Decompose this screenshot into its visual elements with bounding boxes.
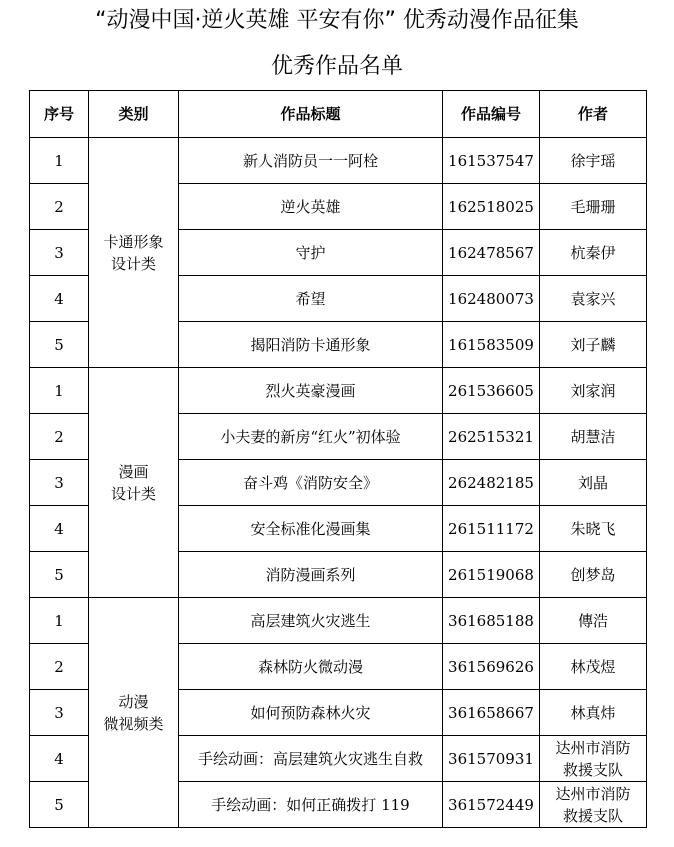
cell-code: 262515321 xyxy=(443,414,540,460)
author-line: 傳浩 xyxy=(577,611,608,630)
cell-title: 消防漫画系列 xyxy=(179,552,443,598)
category-line: 设计类 xyxy=(110,254,156,273)
cell-title: 奋斗鸡《消防安全》 xyxy=(179,460,443,506)
page-title: “动漫中国·逆火英雄 平安有你” 优秀动漫作品征集 xyxy=(95,8,579,33)
cell-title: 烈火英豪漫画 xyxy=(179,368,443,414)
cell-title: 手绘动画：高层建筑火灾逃生自救 xyxy=(179,736,443,782)
cell-index: 3 xyxy=(30,230,89,276)
cell-index: 3 xyxy=(30,690,89,736)
cell-code: 162478567 xyxy=(443,230,540,276)
cell-index: 5 xyxy=(30,322,89,368)
author-line: 达州市消防 xyxy=(555,784,631,803)
cell-title: 新人消防员一一阿栓 xyxy=(179,138,443,184)
cell-code: 161537547 xyxy=(443,138,540,184)
cell-title: 森林防火微动漫 xyxy=(179,644,443,690)
header-author: 作者 xyxy=(540,91,647,138)
cell-code: 162518025 xyxy=(443,184,540,230)
author-line: 林真炜 xyxy=(570,703,616,722)
cell-code: 361569626 xyxy=(443,644,540,690)
cell-title: 小夫妻的新房“红火”初体验 xyxy=(179,414,443,460)
cell-index: 2 xyxy=(30,414,89,460)
cell-author xyxy=(540,644,647,690)
author-line: 达州市消防 xyxy=(555,738,631,757)
page-subtitle: 优秀作品名单 xyxy=(270,54,403,79)
category-line: 动漫 xyxy=(118,692,149,711)
cell-author xyxy=(540,368,647,414)
header-index: 序号 xyxy=(30,91,89,138)
cell-author xyxy=(540,460,647,506)
cell-code: 361570931 xyxy=(443,736,540,782)
author-line: 杭秦伊 xyxy=(570,243,616,262)
cell-index: 4 xyxy=(30,506,89,552)
cell-author xyxy=(540,552,647,598)
cell-author xyxy=(540,276,647,322)
cell-index: 2 xyxy=(30,644,89,690)
table-row xyxy=(30,598,647,644)
header-code: 作品编号 xyxy=(443,91,540,138)
table-row xyxy=(30,138,647,184)
category-line: 漫画 xyxy=(118,462,149,481)
cell-title: 高层建筑火灾逃生 xyxy=(179,598,443,644)
cell-author xyxy=(540,184,647,230)
category-line: 卡通形象 xyxy=(103,232,164,251)
author-line: 毛珊珊 xyxy=(570,197,616,216)
header-title: 作品标题 xyxy=(179,91,443,138)
cell-index: 4 xyxy=(30,276,89,322)
author-line: 救援支队 xyxy=(562,806,623,825)
cell-code: 361572449 xyxy=(443,782,540,828)
cell-title: 手绘动画：如何正确拨打 119 xyxy=(179,782,443,828)
cell-category xyxy=(89,368,179,598)
cell-author xyxy=(540,138,647,184)
author-line: 刘晶 xyxy=(577,473,608,492)
author-line: 徐宇瑶 xyxy=(570,151,616,170)
header-category: 类别 xyxy=(89,91,179,138)
cell-title: 逆火英雄 xyxy=(179,184,443,230)
author-line: 救援支队 xyxy=(562,760,623,779)
cell-author xyxy=(540,506,647,552)
cell-index: 4 xyxy=(30,736,89,782)
category-line: 设计类 xyxy=(110,484,156,503)
cell-index: 3 xyxy=(30,460,89,506)
cell-code: 361685188 xyxy=(443,598,540,644)
cell-title: 安全标准化漫画集 xyxy=(179,506,443,552)
cell-code: 162480073 xyxy=(443,276,540,322)
cell-code: 261536605 xyxy=(443,368,540,414)
cell-code: 361658667 xyxy=(443,690,540,736)
cell-author xyxy=(540,782,647,828)
author-line: 袁家兴 xyxy=(570,289,616,308)
cell-title: 守护 xyxy=(179,230,443,276)
cell-index: 5 xyxy=(30,782,89,828)
cell-code: 261519068 xyxy=(443,552,540,598)
cell-category xyxy=(89,598,179,828)
cell-code: 262482185 xyxy=(443,460,540,506)
author-line: 刘子麟 xyxy=(570,335,616,354)
table-header-row xyxy=(30,91,647,138)
cell-code: 161583509 xyxy=(443,322,540,368)
author-line: 胡慧洁 xyxy=(570,427,616,446)
cell-author xyxy=(540,230,647,276)
author-line: 林茂煜 xyxy=(570,657,616,676)
cell-author xyxy=(540,414,647,460)
cell-author xyxy=(540,322,647,368)
author-line: 创梦岛 xyxy=(570,565,616,584)
author-line: 刘家润 xyxy=(570,381,616,400)
cell-author xyxy=(540,598,647,644)
cell-index: 1 xyxy=(30,598,89,644)
cell-code: 261511172 xyxy=(443,506,540,552)
cell-category xyxy=(89,138,179,368)
cell-title: 希望 xyxy=(179,276,443,322)
cell-title: 如何预防森林火灾 xyxy=(179,690,443,736)
cell-title: 揭阳消防卡通形象 xyxy=(179,322,443,368)
table-body xyxy=(30,138,647,828)
cell-index: 5 xyxy=(30,552,89,598)
cell-index: 1 xyxy=(30,138,89,184)
table-row xyxy=(30,368,647,414)
category-line: 微视频类 xyxy=(103,714,164,733)
cell-author xyxy=(540,736,647,782)
cell-index: 1 xyxy=(30,368,89,414)
cell-author xyxy=(540,690,647,736)
author-line: 朱晓飞 xyxy=(570,519,616,538)
winners-table xyxy=(29,90,647,828)
cell-index: 2 xyxy=(30,184,89,230)
